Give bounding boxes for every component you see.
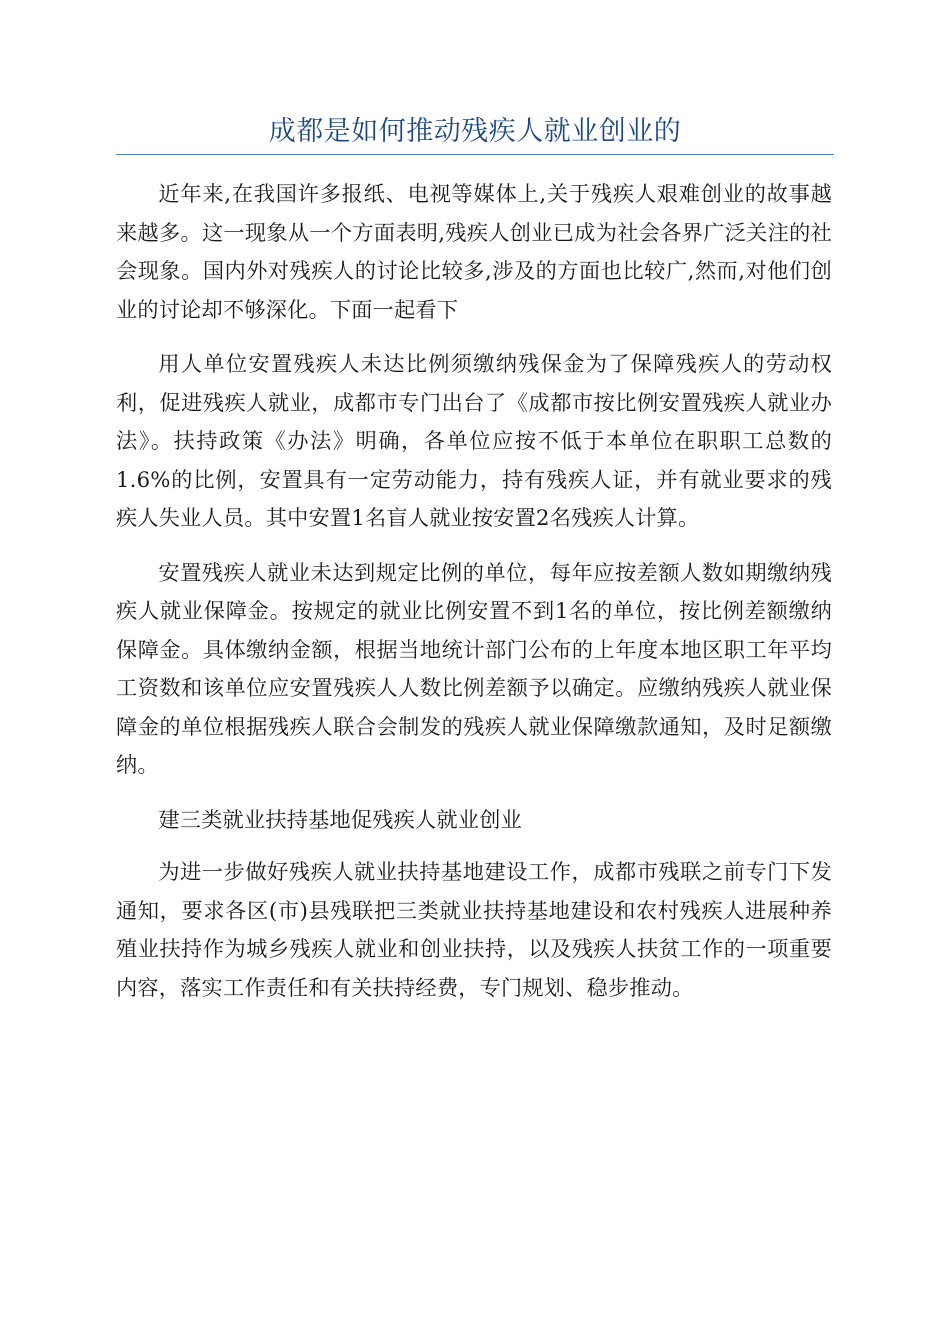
paragraph-support-bases: 为进一步做好残疾人就业扶持基地建设工作，成都市残联之前专门下发通知，要求各区(市)县残联把三类就业扶持基地建设和农村残疾人进展种养殖业扶持作为城乡残疾人就业和创业扶持，以及残疾人扶贫工作的一项重要内容，落实工作责任和有关扶持经费，专门规划、稳步推动。 <box>116 859 832 1000</box>
title-underline <box>116 154 834 155</box>
paragraph-quota-policy: 用人单位安置残疾人未达比例须缴纳残保金为了保障残疾人的劳动权利，促进残疾人就业，成都市专门出台了《成都市按比例安置残疾人就业办法》。扶持政策《办法》明确，各单位应按不低于本单位在职职工总数的1.6%的比例，安置具有一定劳动能力，持有残疾人证，并有就业要求的残疾人失业人员。其中安置1名盲人就业按安置2名残疾人计算。 <box>116 351 832 530</box>
document-title: 成都是如何推动残疾人就业创业的 <box>268 116 682 147</box>
section-heading: 建三类就业扶持基地促残疾人就业创业 <box>158 806 522 832</box>
document-body <box>116 175 832 1023</box>
paragraph-intro: 近年来,在我国许多报纸、电视等媒体上,关于残疾人艰难创业的故事越来越多。这一现象从一个方面表明,残疾人创业已成为社会各界广泛关注的社会现象。国内外对残疾人的讨论比较多,涉及的方面也比较广,然而,对他们创业的讨论却不够深化。下面一起看下 <box>116 181 832 322</box>
paragraph-security-fund: 安置残疾人就业未达到规定比例的单位，每年应按差额人数如期缴纳残疾人就业保障金。按规定的就业比例安置不到1名的单位，按比例差额缴纳保障金。具体缴纳金额，根据当地统计部门公布的上年度本地区职工年平均工资数和该单位应安置残疾人人数比例差额予以确定。应缴纳残疾人就业保障金的单位根据残疾人联合会制发的残疾人就业保障缴款通知，及时足额缴纳。 <box>116 559 832 777</box>
